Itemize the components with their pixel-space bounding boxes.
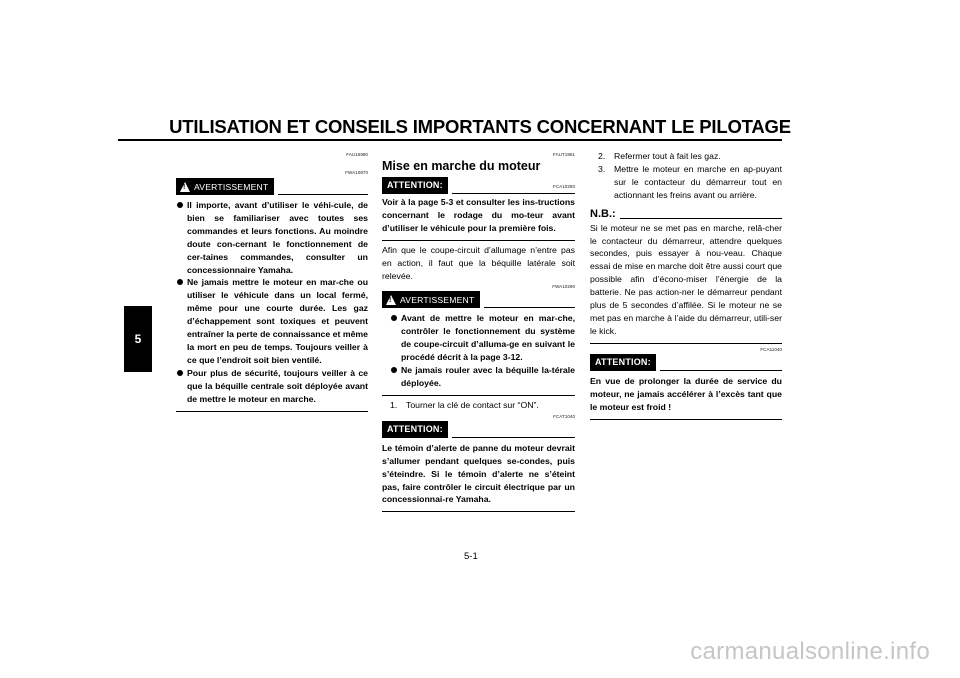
attention-text: En vue de prolonger la durée de service du moteur, ne jamais accélérer à l’excès tant que le moteur est froid !	[590, 375, 782, 412]
warning-list	[382, 312, 575, 389]
warning-triangle-icon	[180, 182, 190, 192]
header-rule	[660, 370, 782, 371]
attention-header	[590, 354, 782, 371]
header-rule	[484, 307, 575, 308]
list-item: Pour plus de sécurité, toujours veiller à ce que la béquille centrale soit déployée avant de mettre le moteur en marche.	[176, 367, 368, 406]
chapter-tab: 5	[124, 306, 152, 372]
page-number: 5-1	[464, 551, 478, 562]
title-rule	[118, 139, 782, 141]
section-end-rule	[382, 240, 575, 241]
list-item: Ne jamais rouler avec la béquille la-térale déployée.	[390, 364, 575, 390]
watermark: carmanualsonline.info	[690, 638, 930, 665]
section-end-rule	[382, 395, 575, 396]
header-rule	[278, 194, 368, 195]
step-number: 3.	[598, 163, 606, 174]
header-rule	[452, 437, 575, 438]
ref-code: FWA10870	[345, 170, 368, 175]
warning-label: AVERTISSEMENT	[400, 294, 475, 305]
attention-header	[382, 421, 575, 438]
list-item: Avant de mettre le moteur en mar-che, contrôler le fonctionnement du système de coupe-circuit d’alluma-ge en suivant le procédé décrit à la page 3-12.	[390, 312, 575, 364]
warning-triangle-icon	[386, 295, 396, 305]
list-item: Il importe, avant d’utiliser le véhi-cule, de bien se familiariser avec toutes ses commandes et leurs fonctions. Au moindre doute con-cernant le fonctionnement de cer-taines commandes, consulter un concessionnaire Yamaha.	[176, 199, 368, 276]
note-label: N.B.:	[590, 207, 616, 220]
column-1	[176, 150, 368, 415]
step-list	[382, 399, 575, 412]
attention-badge: ATTENTION:	[382, 421, 448, 438]
warning-header	[176, 178, 368, 195]
section-heading: Mise en marche du moteur	[382, 159, 541, 173]
step-text: Mettre le moteur en marche en ap-puyant sur le contacteur du démarreur tout en actionnant les freins avant ou arrière.	[614, 163, 782, 200]
warning-header	[382, 291, 575, 308]
step-list	[590, 150, 782, 202]
warning-badge	[382, 291, 480, 308]
page-title: UTILISATION ET CONSEILS IMPORTANTS CONCERNANT LE PILOTAGE	[169, 116, 791, 137]
section-end-rule	[176, 411, 368, 412]
attention-badge: ATTENTION:	[590, 354, 656, 371]
step-text: Refermer tout à fait les gaz.	[614, 151, 721, 161]
step-item	[590, 163, 782, 202]
column-3	[590, 150, 782, 423]
step-item	[590, 150, 782, 163]
ref-code: FCA10250	[553, 184, 575, 189]
note-header	[590, 208, 782, 220]
attention-text: Voir à la page 5-3 et consulter les ins-tructions concernant le rodage du mo-teur avant d’utiliser le véhicule pour la première fois.	[382, 197, 575, 233]
section-end-rule	[382, 511, 575, 512]
note-text: Si le moteur ne se met pas en marche, relâ-cher le contacteur du démarreur, attendre quelques secondes, puis essayer à nou-veau. Chaque essai de mise en marche doit être aussi court que possible afin d’écono-miser l’énergie de la batterie. Ne pas action-ner le démarreur pendant plus de 5 secondes d’affilée. Si le moteur ne se met pas en marche à l’aide du démarreur, utili-ser le kick.	[590, 222, 782, 336]
warning-badge	[176, 178, 274, 195]
column-2	[382, 150, 575, 515]
header-rule	[452, 193, 575, 194]
warning-label: AVERTISSEMENT	[194, 181, 269, 192]
section-end-rule	[590, 343, 782, 344]
ref-code: FAU15980	[346, 152, 368, 157]
ref-code: FWA10290	[552, 284, 575, 290]
step-item	[382, 399, 575, 412]
step-number: 1.	[390, 399, 398, 410]
step-text: Tourner la clé de contact sur “ON”.	[406, 399, 539, 410]
list-item: Ne jamais mettre le moteur en mar-che ou utiliser le véhicule dans un local fermé, même pour une courte durée. Les gaz d’échappement sont toxiques et peuvent entraîner la perte de connaissance et même la mort en peu de temps. Toujours veiller à ce que l’endroit soit bien ventilé.	[176, 276, 368, 366]
warning-list	[176, 199, 368, 406]
ref-code: FAUT1861	[553, 152, 575, 157]
attention-text: Le témoin d’alerte de panne du moteur devrait s’allumer pendant quelques se-condes, puis s’éteindre. Si le témoin d’alerte ne s’éteint pas, faire contrôler le circuit électrique par un concessionnai-re Yamaha.	[382, 442, 575, 505]
header-rule	[620, 218, 782, 219]
section-end-rule	[590, 419, 782, 420]
body-paragraph: Afin que le coupe-circuit d’allumage n’entre pas en action, il faut que la béquille latérale soit relevée.	[382, 244, 575, 281]
ref-code: FCAT1040	[553, 413, 575, 419]
step-number: 2.	[598, 151, 606, 161]
attention-badge: ATTENTION:	[382, 177, 448, 194]
ref-code: FCA11040	[760, 346, 782, 352]
